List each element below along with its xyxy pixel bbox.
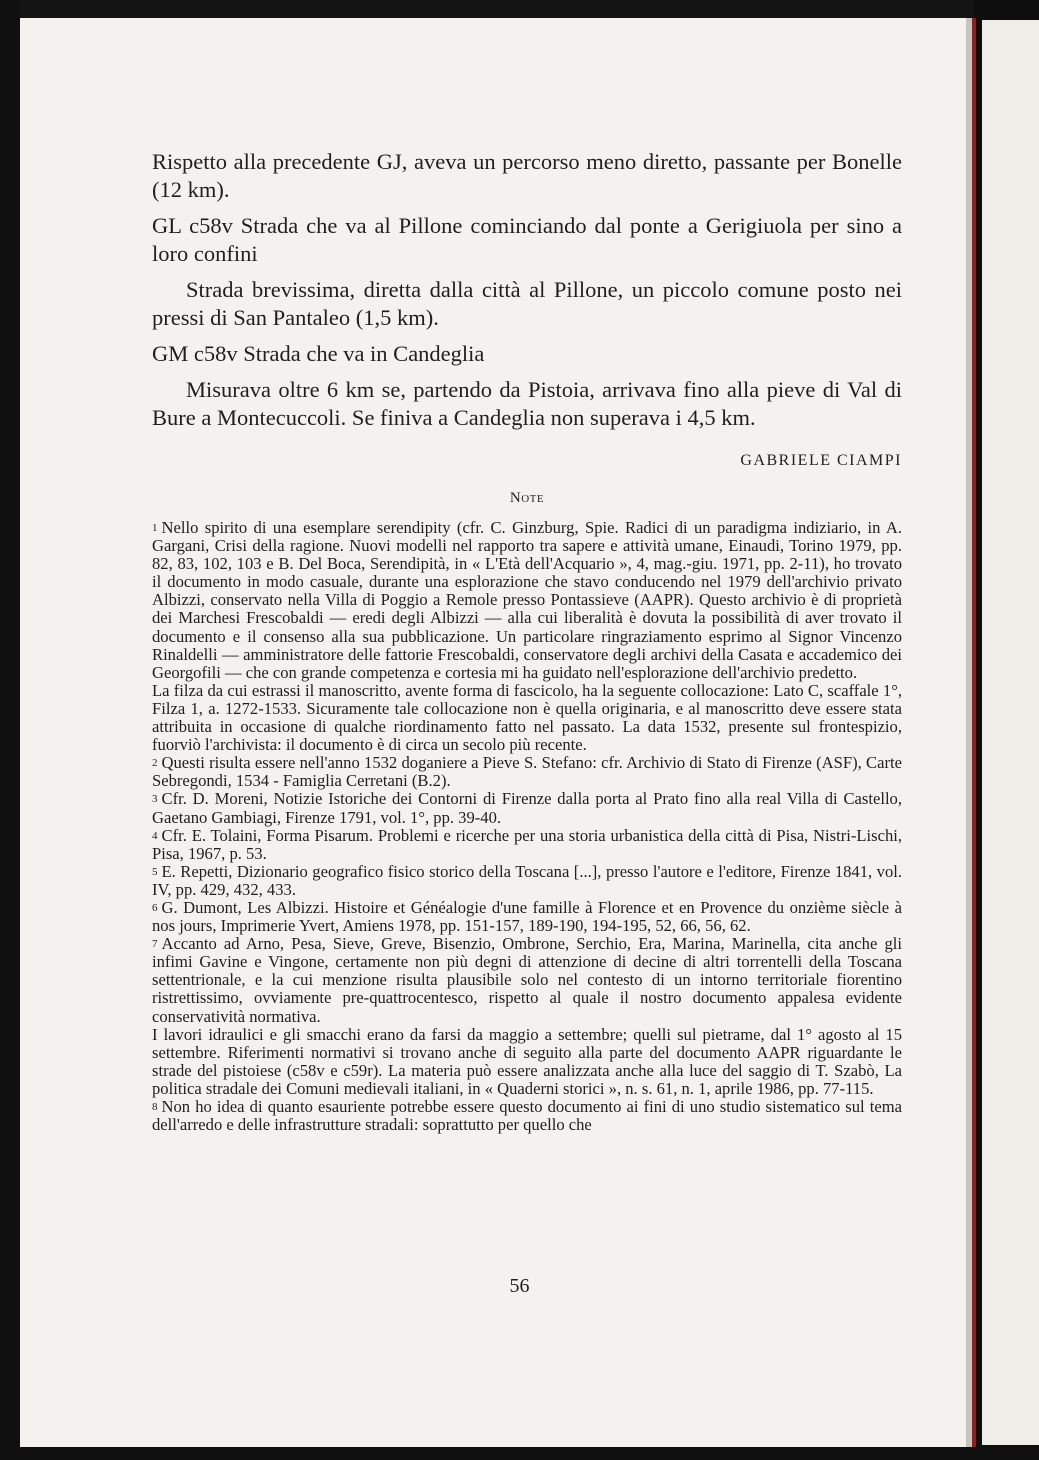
- scan-border-bottom: [0, 1447, 1039, 1460]
- body-paragraph: Rispetto alla precedente GJ, aveva un percorso meno diretto, passante per Bonelle (12 km).: [152, 149, 902, 202]
- footnote-text: I lavori idraulici e gli smacchi erano da farsi da maggio a settembre; quelli sul pietrame, dal 1° agosto al 15 settembre. Riferimenti normativi si trovano anche di seguito alla parte del documento AAPR riguardante le strade del pistoiese (c58v e c59r). La materia può essere analizzata anche alla luce del saggio di T. Szabò, La politica stradale dei Comuni medievali italiani, in « Quaderni storici », n. s. 61, n. 1, aprile 1986, pp. 77-115.: [152, 1024, 902, 1098]
- footnote: [152, 863, 902, 899]
- body-paragraph: Misurava oltre 6 km se, partendo da Pistoia, arrivava fino alla pieve di Val di Bure a Montecuccoli. Se finiva a Candeglia non superava i 4,5 km.: [152, 377, 902, 430]
- footnote-text: Nello spirito di una esemplare serendipity (cfr. C. Ginzburg, Spie. Radici di un paradigma indiziario, in A. Gargani, Crisi della ragione. Nuovi modelli nel rapporto tra sapere e attività umane, Einaudi, Torino 1979, pp. 82, 83, 102, 103 e B. Del Boca, Serendipità, in « L'Età dell'Acquario », 4, mag.-giu. 1971, pp. 2-11), ho trovato il documento in modo casuale, durante una esplorazione che stavo conducendo nel 1979 dell'archivio privato Albizzi, conservato nella Villa di Poggio a Remole presso Pontassieve (AAPR). Questo archivio è di proprietà dei Marchesi Frescobaldi — eredi degli Albizzi — alla cui liberalità è dovuta la possibilità di aver trovato il documento e il consenso alla sua pubblicazione. Un particolare ringraziamento esprimo al Signor Vincenzo Rinaldelli — amministratore delle fattorie Frescobaldi, conservatore degli archivi della Casata e accademico dei Georgofili — che con grande competenza e cortesia mi ha guidato nell'esplorazione dell'archivio predetto.: [152, 518, 902, 682]
- footnote-number: 8: [152, 1101, 158, 1113]
- footnote-text: Cfr. E. Tolaini, Forma Pisarum. Problemi e ricerche per una storia urbanistica della città di Pisa, Nistri-Lischi, Pisa, 1967, p. 53.: [152, 825, 902, 863]
- footnote-number: 4: [152, 829, 158, 842]
- footnote-text: Non ho idea di quanto esauriente potrebbe essere questo documento ai fini di uno studio sistematico sul tema dell'arredo e delle infrastrutture stradali: soprattutto per quello che: [152, 1097, 902, 1135]
- notes-heading: Note: [509, 490, 545, 506]
- footnote: [152, 899, 902, 935]
- scan-border-left: [0, 0, 20, 1460]
- footnote: [152, 827, 902, 863]
- footnote-number: 1: [152, 522, 158, 534]
- footnote-text: Questi risulta essere nell'anno 1532 doganiere a Pieve S. Stefano: cfr. Archivio di Stato di Firenze (ASF), Carte Sebregondi, 1534 - Famiglia Cerretani (B.2).: [152, 753, 902, 791]
- footnote-text: Accanto ad Arno, Pesa, Sieve, Greve, Bisenzio, Ombrone, Serchio, Era, Marina, Marinella, cita anche gli infimi Gavine e Vingone, certamente non più degni di attenzione di decine di altri torrentelli della Toscana settentrionale, e la cui menzione risulta plausibile solo nel contesto di un intorno territoriale fiorentino ristrettissimo, ovviamente pre-quattrocentesco, rispetto al quale il nostro documento appalesa evidente conservatività normativa.: [152, 934, 902, 1026]
- footnote: [152, 1098, 902, 1134]
- footnote-text: La filza da cui estrassi il manoscritto, avente forma di fascicolo, ha la seguente collocazione: Lato C, scaffale 1°, Filza 1, a. 1272-1533. Sicuramente tale collocazione non è quella originaria, e al manoscritto deve essere stata attribuita in occasione di qualche riordinamento fatto nel passato. La data 1532, presente sul frontespizio, fuorviò l'archivista: il documento è di circa un secolo più recente.: [152, 680, 902, 755]
- footnote-number: 3: [152, 793, 158, 806]
- page-number: 56: [509, 1275, 530, 1297]
- footnote-text: Cfr. D. Moreni, Notizie Istoriche dei Contorni di Firenze dalla porta al Prato fino alla real Villa di Castello, Gaetano Gambiagi, Firenze 1791, vol. 1°, pp. 39-40.: [152, 789, 902, 827]
- scan-border-top: [0, 0, 1039, 18]
- entry-heading-gm: GM c58v Strada che va in Candeglia: [152, 341, 485, 366]
- footnote-number: 6: [152, 901, 158, 914]
- footnote-number: 2: [152, 757, 158, 770]
- notes-list: [152, 519, 902, 1134]
- entry-heading-gl: GL c58v Strada che va al Pillone cominciando dal ponte a Gerigiuola per sino a loro confini: [152, 213, 902, 266]
- footnote: [152, 1026, 902, 1098]
- footnote-number: 5: [152, 865, 158, 878]
- footnote: [152, 754, 902, 790]
- footnote-number: 7: [152, 938, 158, 951]
- footnote-text: G. Dumont, Les Albizzi. Histoire et Généalogie d'une famille à Florence et en Provence du onzième siècle à nos jours, Imprimerie Yvert, Amiens 1978, pp. 151-157, 189-190, 194-195, 52, 66, 56, 62.: [152, 897, 902, 936]
- page-content: [152, 148, 902, 1134]
- binding-spine: [972, 18, 976, 1448]
- footnote-text: E. Repetti, Dizionario geografico fisico storico della Toscana [...], presso l'autore e l'editore, Firenze 1841, vol. IV, pp. 429, 432, 433.: [152, 861, 902, 899]
- footnote: [152, 519, 902, 682]
- author-signature: GABRIELE CIAMPI: [740, 452, 902, 469]
- footnote: [152, 790, 902, 826]
- facing-page-edge: [982, 20, 1039, 1445]
- footnote: [152, 935, 902, 1025]
- footnote: [152, 682, 902, 754]
- body-paragraph: Strada brevissima, diretta dalla città al Pillone, un piccolo comune posto nei pressi di San Pantaleo (1,5 km).: [152, 277, 902, 330]
